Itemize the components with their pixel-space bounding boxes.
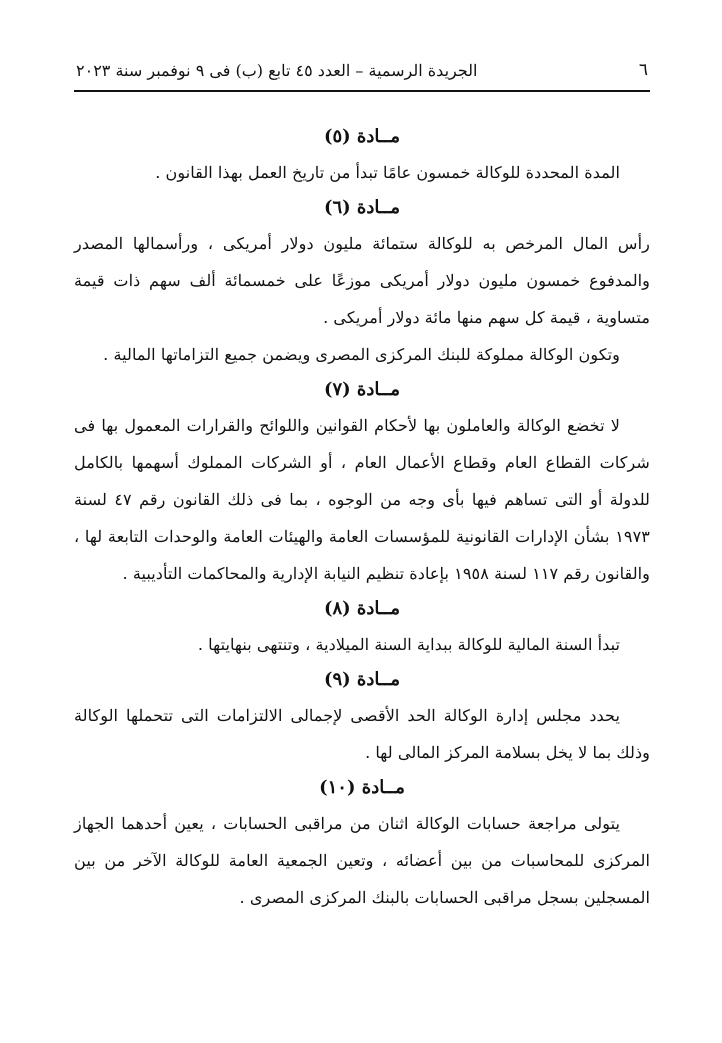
article-9	[74, 663, 650, 771]
article-8	[74, 592, 650, 663]
article-10	[74, 771, 650, 916]
article-7	[74, 373, 650, 592]
article-paragraph: لا تخضع الوكالة والعاملون بها لأحكام القوانين واللوائح والقرارات المعمول بها فى شركات القطاع العام وقطاع الأعمال العام ، أو الشركات المملوك أسهمها بالكامل للدولة أو التى تساهم فيها بأى وجه من الوجوه ، بما فى ذلك القانون رقم ٤٧ لسنة ١٩٧٣ بشأن الإدارات القانونية للمؤسسات العامة والهيئات العامة والوحدات التابعة لها ، والقانون رقم ١١٧ لسنة ١٩٥٨ بإعادة تنظيم النيابة الإدارية والمحاكمات التأديبية .	[74, 416, 650, 583]
gazette-page	[74, 56, 650, 1016]
article-heading: مــادة (٥)	[323, 126, 401, 147]
article-heading: مــادة (٩)	[323, 669, 401, 690]
article-heading: مــادة (٨)	[323, 598, 401, 619]
article-6	[74, 191, 650, 373]
article-paragraph: تبدأ السنة المالية للوكالة ببداية السنة الميلادية ، وتنتهى بنهايتها .	[197, 635, 620, 654]
article-paragraph: يتولى مراجعة حسابات الوكالة اثنان من مراقبى الحسابات ، يعين أحدهما الجهاز المركزى للمحاسبات من بين أعضائه ، وتعين الجمعية العامة للوكالة الآخر من بين المسجلين بسجل مراقبى الحسابات بالبنك المركزى المصرى .	[74, 814, 650, 907]
article-heading: مــادة (٦)	[323, 197, 401, 218]
article-heading: مــادة (٧)	[323, 379, 401, 400]
article-heading: مــادة (١٠)	[319, 777, 405, 798]
article-paragraph: يحدد مجلس إدارة الوكالة الحد الأقصى لإجمالى الالتزامات التى تتحملها الوكالة وذلك بما لا يخل بسلامة المركز المالى لها .	[74, 706, 650, 762]
article-paragraph: رأس المال المرخص به للوكالة ستمائة مليون دولار أمريكى ، ورأسمالها المصدر والمدفوع خمسون مليون دولار أمريكى موزعًا على خمسمائة ألف سهم ذات قيمة متساوية ، قيمة كل سهم منها مائة دولار أمريكى .	[74, 234, 650, 327]
page-number: ٦	[638, 60, 648, 80]
running-header	[74, 56, 650, 92]
article-paragraph: المدة المحددة للوكالة خمسون عامًا تبدأ من تاريخ العمل بهذا القانون .	[155, 163, 620, 182]
header-title: الجريدة الرسمية – العدد ٤٥ تابع (ب) فى ٩ نوفمبر سنة ٢٠٢٣	[76, 61, 478, 80]
article-5	[74, 120, 650, 191]
article-paragraph: وتكون الوكالة مملوكة للبنك المركزى المصرى ويضمن جميع التزاماتها المالية .	[103, 345, 620, 364]
